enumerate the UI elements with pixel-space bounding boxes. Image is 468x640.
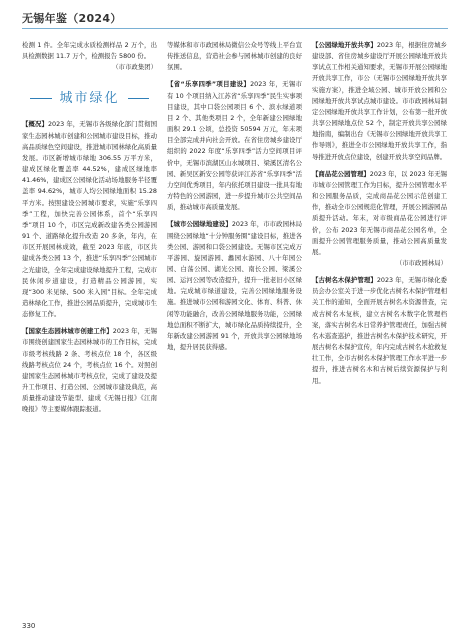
source-note: （市市政园林局） (395, 258, 447, 267)
entry-heading: 【概况】 (22, 120, 48, 129)
paragraph-four-seasons (167, 79, 302, 213)
entry-body: 2023 年，无锡市各级绿化部门贯彻国家生态园林城市创建和公园城市建设目标，推动高品质绿色空间建设，推进城市园林绿化高质量发展。市区新增城市绿地 306.55 万平方米，建成区绿化覆盖率 44.52%，建成区绿地率 41.46%，建成区公园绿化活动场地服务半径覆盖率 94.62%，城市人均公园绿地面积 15.28 平方米。按照建设公园城市要求，实施“乐享四季”工程，加快完善公园体系，首个“乐享四季”项目 10 个，市区完成新改建各类公园游园 91 个、道路绿化提升改造 20 多条，年内，在市区开展园林成效，截至 2023 年底，市区共建成各类公园 13 个，推进“乐享四季”公园城市之光建设，全年完成建设绿地提升工程，完成市民休闲步道建设，打造精品公园游园，实现“300 米见绿、500 米入园”目标。全年完成造林绿化工作，推进公园品质提升，完成城市生态修复工作。 (22, 120, 158, 319)
paragraph-park-construction (167, 219, 302, 353)
entry-heading: 【古树名木保护管理】 (312, 276, 377, 285)
paragraph-text: 检测 1 件。全年完成水质检测样品 2 万个，出具检测数据 11.7 万个，检测报告 5800 份。 (22, 41, 157, 61)
column-left (22, 40, 157, 416)
yearbook-title: 无锡年鉴（2024） (22, 12, 122, 25)
paragraph-open-sharing (312, 40, 447, 163)
source-note: （市市政集团） (112, 63, 157, 72)
column-right (312, 40, 447, 387)
section-title: 城市绿化 (59, 90, 120, 106)
column-middle (167, 40, 302, 353)
title-rule-left (30, 98, 52, 99)
entry-heading: 【省“乐享四季”项目建设】 (167, 80, 251, 89)
section-title-block (22, 81, 157, 115)
entry-heading: 【国家生态园林城市创建工作】 (22, 327, 113, 336)
paragraph-eco-city (22, 326, 157, 415)
page-header (22, 6, 448, 29)
entry-body: 2023 年，无锡市有 10 个项目纳入江苏省“乐享四季”民生实事项目建设，其中口袋公园项目 6 个、滨水绿道项目 2 个、其他类项目 2 个，全年新建公园绿地面积 29.1 公顷，总投资 50594 万元，年末项目全部完成并向社会开放。在省住房城乡建设厅组织的 2022 年度“乐享四季”活力空间项目评价中，无锡市滨湖区山水城项目、梁溪区清名公园、新吴区新安公园等获评江苏省“乐享四季”活力空间优秀项目，年内依托项目建设一批具有地方特色的公园游园，进一步提升城市公共空间品质，推动城市高质量发展。 (167, 80, 303, 212)
paragraph-overview (22, 119, 157, 320)
entry-heading: 【公园绿地开放共享】 (312, 41, 377, 49)
entry-body: 2023 年，市市政园林局围绕公园绿地“十分钟服务圈”建设目标，推进各类公园、游园和口袋公园建设。无锡市区完成万平游园、旋园游园、蠡园水游园、八十年园公园、白荡公园、湖光公园、南长公园、梁溪公园、运河公园等改造提升，提升一批老旧小区绿地。完成城市绿道建设，完善公园绿地服务设施。推进城市公园和游园文化、体育、科普、休闲等功能融合，改善公园绿地服务功能，公园绿地总面积不断扩大，城市绿化品质持续提升，全年新改建公园游园 91 个，开放共享公园绿地场地，提升居民获得感。 (167, 220, 303, 352)
paragraph-park-management (312, 169, 447, 258)
page-number: 330 (22, 622, 36, 630)
entry-body: 2023 年，以 2023 年无锡市城市公园管理工作为目标，提升公园管理水平和公园服务品质，完成商品花公园示范创建工作，推动全市公园规范化管理，开展公园游园品质提升活动。年末，对市级商品花公园进行评价，公布 2023 年无锡市商品花公园名单，全面提升公园管理服务质量，推动公园高质量发展。 (312, 169, 448, 256)
paragraph-ancient-trees (312, 275, 447, 387)
entry-heading: 【商品花公园管理】 (312, 169, 370, 178)
entry-body: 2023 年，根据住房城乡建设部、省住房城乡建设厅开展公园绿地开放共享试点工作相关通知要求，无锡市开展公园绿地开放共享工作，市公（无锡市公园绿地开放共享实施方案），推进全域公园、城市开放公园和公园绿地开放共享试点城市建设。市市政园林局制定公园绿地开放共享工作计划，公布第一批开放共享公园绿地点位 52 个，制定开放共享公园绿地指南，编制出台《无锡市公园绿地开放共享工作导则》，推进全市公园绿地开放共享工作，指导推进开放点位建设，创建开放共享空间品牌。 (312, 41, 448, 161)
entry-heading: 【城市公园绿地建设】 (167, 220, 232, 229)
paragraph-text: 等媒体和市市政园林局微信公众号等线上平台宣传推送信息，营造社会参与园林城市创建的良好氛围。 (167, 41, 302, 72)
entry-body: 2023 年，无锡市围绕创建国家生态园林城市的工作目标，完成市级考核线路 2 条、考核点位 18 个，各区级线路考核点位 24 个，考核点位 16 个。对照创建国家生态园林城市考核点位，完成了建设及提升工作项目、打造公园、公园城市建设典范，高质量推动建设节能型、建成《无锡日报》《江南晚报》等主要媒体跟踪报道。 (22, 327, 158, 414)
title-rule-right (128, 98, 150, 99)
entry-body: 2023 年，无锡市绿化委员会办公室关于进一步优化古树名木保护管理相关工作的通知，全面开展古树名木资源普查，完成古树名木复核，建立古树名木数字化管理档案，落实古树名木日常养护管理责任，加强古树名木巡查巡护，推进古树名木保护技术研究，开展古树名木保护宣传，年内完成古树名木抢救复壮工作，全市古树名木保护管理工作水平进一步提升，推进古树名木和古树后续资源保护与利用。 (312, 276, 448, 385)
